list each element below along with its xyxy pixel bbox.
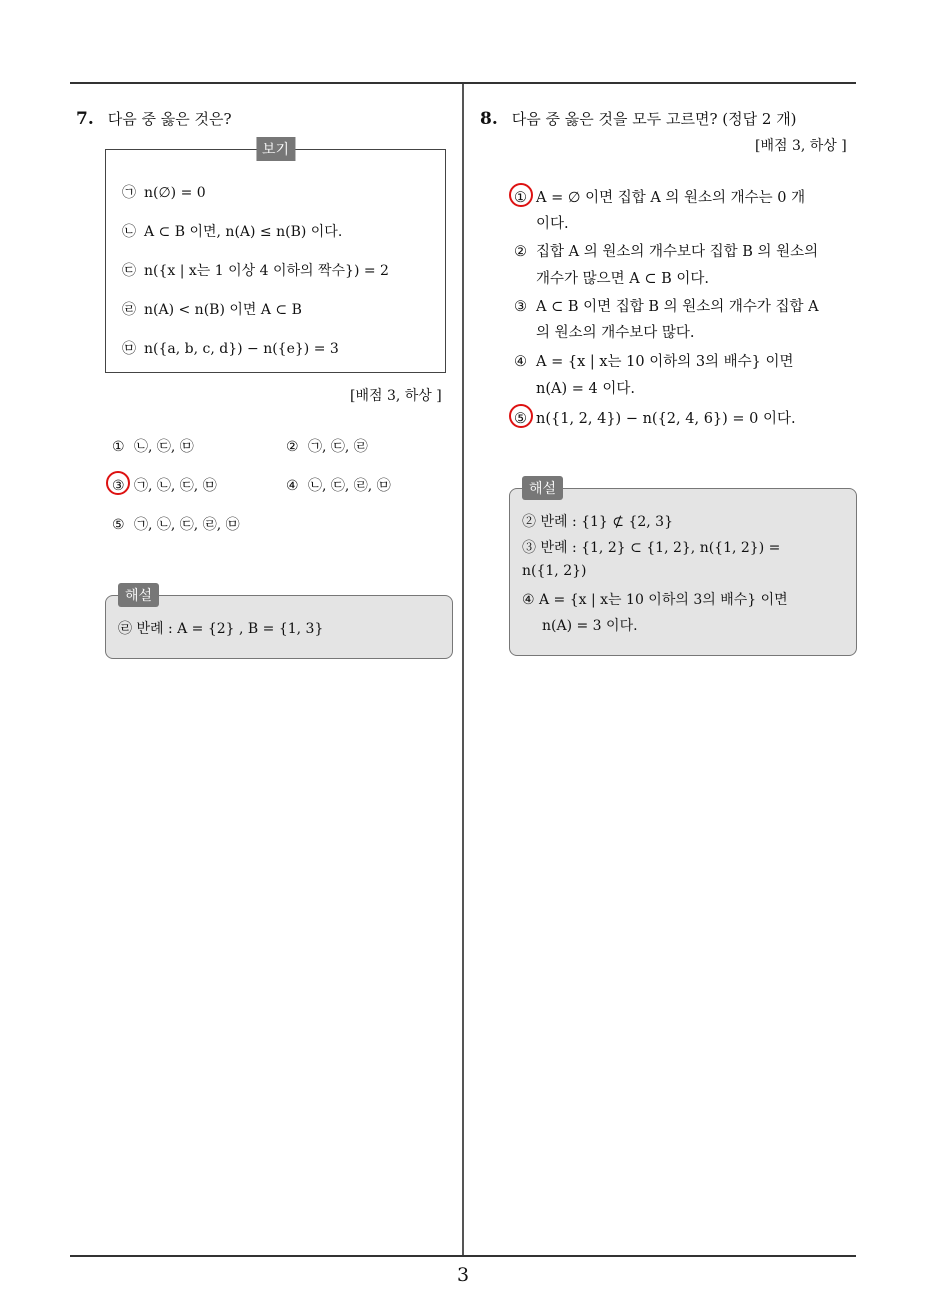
q7-choice-3[interactable]: ③ ㉠, ㉡, ㉢, ㉤	[112, 478, 217, 494]
q8-solution-tab: 해설	[522, 476, 563, 500]
q7-box-item: ㉢ n({x | x는 1 이상 4 이하의 짝수}) = 2	[122, 263, 389, 279]
q7-box-item: ㉣ n(A) < n(B) 이면 A ⊂ B	[122, 302, 302, 318]
q8-number: 8.	[480, 109, 498, 129]
q8-option-3[interactable]: ③ A ⊂ B 이면 집합 B 의 원소의 개수가 집합 A	[514, 299, 819, 315]
q7-choice-1[interactable]: ① ㉡, ㉢, ㉤	[112, 439, 194, 455]
q7-example-box	[105, 142, 446, 373]
q7-box-tab: 보기	[256, 137, 295, 161]
q8-option-4[interactable]: ④ A = {x | x는 10 이하의 3의 배수} 이면	[514, 354, 794, 370]
column-divider	[462, 84, 464, 1255]
q7-choice-2[interactable]: ② ㉠, ㉢, ㉣	[286, 439, 368, 455]
q7-solution-box	[105, 588, 453, 659]
q8-option-1-cont: 이다.	[536, 216, 569, 232]
page-number: 3	[456, 1264, 470, 1286]
q8-title	[480, 108, 797, 129]
q7-score: [배점 3, 하상 ]	[350, 388, 442, 404]
q8-option-4-cont: n(A) = 4 이다.	[536, 381, 635, 397]
q8-solution-line: ② 반례 : {1} ⊄ {2, 3}	[522, 514, 673, 530]
q7-question: 다음 중 옳은 것은?	[107, 110, 232, 128]
q8-option-2-cont: 개수가 많으면 A ⊂ B 이다.	[536, 271, 709, 287]
q8-score: [배점 3, 하상 ]	[755, 138, 847, 154]
q8-solution-line: ④ A = {x | x는 10 이하의 3의 배수} 이면	[522, 592, 788, 608]
q7-box-item: ㉡ A ⊂ B 이면, n(A) ≤ n(B) 이다.	[122, 224, 343, 240]
q8-option-5[interactable]: ⑤ n({1, 2, 4}) − n({2, 4, 6}) = 0 이다.	[514, 411, 796, 427]
q8-option-3-cont: 의 원소의 개수보다 많다.	[536, 325, 695, 341]
q7-answer-circle	[106, 471, 130, 495]
q8-answer-circle-1	[509, 183, 533, 207]
q7-number: 7.	[76, 109, 94, 129]
q7-solution-tab: 해설	[118, 583, 159, 607]
q7-solution-line: ㉣ 반례 : A = {2} , B = {1, 3}	[118, 621, 324, 637]
q8-question: 다음 중 옳은 것을 모두 고르면? (정답 2 개)	[511, 110, 797, 128]
q8-solution-line: n({1, 2})	[522, 563, 587, 579]
q7-box-item: ㉤ n({a, b, c, d}) − n({e}) = 3	[122, 341, 339, 357]
q8-solution-line: ③ 반례 : {1, 2} ⊂ {1, 2}, n({1, 2}) =	[522, 540, 781, 556]
bottom-rule	[70, 1255, 856, 1257]
q8-solution-line: n(A) = 3 이다.	[542, 618, 638, 634]
q7-box-item: ㉠ n(∅) = 0	[122, 185, 206, 201]
q8-option-1[interactable]: ① A = ∅ 이면 집합 A 의 원소의 개수는 0 개	[514, 190, 806, 206]
q7-choice-4[interactable]: ④ ㉡, ㉢, ㉣, ㉤	[286, 478, 391, 494]
q7-title	[76, 108, 232, 129]
q8-solution-box	[509, 481, 857, 656]
q7-choice-5[interactable]: ⑤ ㉠, ㉡, ㉢, ㉣, ㉤	[112, 517, 240, 533]
q8-answer-circle-5	[509, 404, 533, 428]
q8-option-2[interactable]: ② 집합 A 의 원소의 개수보다 집합 B 의 원소의	[514, 244, 819, 260]
